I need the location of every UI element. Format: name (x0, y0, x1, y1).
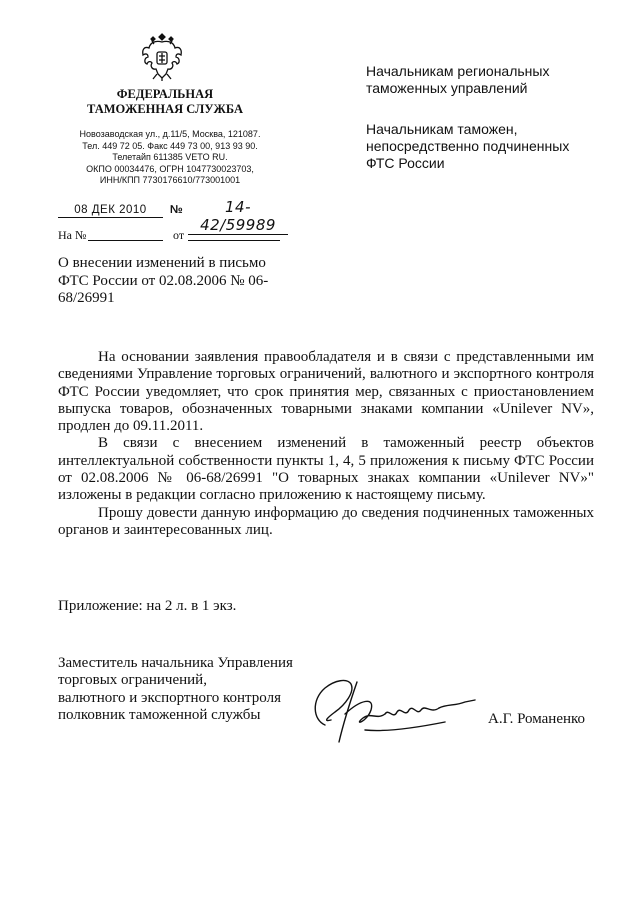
signer-title-line: Заместитель начальника Управления (58, 655, 293, 671)
org-line-1: ФЕДЕРАЛЬНАЯ (116, 87, 214, 101)
subject-line: О внесении изменений в письмо (58, 255, 266, 271)
body-paragraph-3: Прошу довести данную информацию до сведения подчиненных таможенных органов и заинтересованных лиц. (58, 504, 594, 538)
organization-name (60, 87, 270, 117)
address-line: ИНН/КПП 7730176610/773001001 (99, 175, 241, 185)
reference-number-label: На № (58, 228, 87, 242)
letter-body (58, 349, 594, 539)
signer-title-line: торговых ограничений, (58, 672, 207, 689)
recipient-line: Начальникам таможен, (366, 121, 518, 137)
org-line-2: ТАМОЖЕННАЯ СЛУЖБА (87, 102, 243, 116)
attachment-note: Приложение: на 2 л. в 1 экз. (58, 598, 237, 614)
recipient-line: ФТС России (366, 155, 445, 171)
address-block (55, 129, 285, 187)
address-line: Новозаводская ул., д.11/5, Москва, 121087. (79, 129, 261, 139)
subject-line: 68/26991 (58, 290, 115, 306)
subject-line: ФТС России от 02.08.2006 № 06- (58, 272, 269, 289)
number-sign: № (170, 204, 183, 216)
handwritten-signature-icon (305, 670, 485, 755)
recipient-line: Начальникам региональных (366, 63, 550, 79)
reference-line (58, 228, 293, 244)
signer-title (58, 655, 318, 724)
address-line: Телетайп 611385 VETO RU. (112, 152, 228, 162)
reference-number-blank (88, 228, 163, 241)
letter-subject (58, 255, 293, 308)
signer-title-line: полковник таможенной службы (58, 706, 261, 723)
registration-date: 08 ДЕК 2010 (58, 203, 163, 218)
reference-date-blank (188, 228, 280, 241)
signer-name: А.Г. Романенко (488, 711, 586, 727)
recipient-line: непосредственно подчиненных (366, 138, 570, 154)
address-line: ОКПО 00034476, ОГРН 1047730023703, (86, 163, 254, 174)
body-paragraph-1: На основании заявления правообладателя и в связи с представленными им сведениями Управление торговых ограничений, валютного и экспортного контроля ФТС России уведомляет, что срок принятия мер, связанных с приостановлением выпуска товаров, обозначенных товарными знаками компании «Unilever NV», продлен до 09.11.2011. (58, 349, 594, 435)
recipient-regional (366, 63, 606, 97)
recipient-customs (366, 121, 606, 172)
reference-from-label: от (173, 228, 185, 242)
eagle-emblem-icon (140, 30, 184, 82)
signer-title-line: валютного и экспортного контроля (58, 689, 281, 706)
body-paragraph-2: В связи с внесением изменений в таможенный реестр объектов интеллектуальной собственности пункты 1, 4, 5 приложения к письму ФТС России от 02.08.2006 № 06-68/26991 "О товарных знаках компании «Unilever NV»" изложены в редакции согласно приложению к настоящему письму. (58, 435, 594, 504)
registration-number: 14-42/59989 (188, 198, 288, 235)
registration-line (58, 198, 293, 234)
address-line: Тел. 449 72 05. Факс 449 73 00, 913 93 90. (82, 140, 258, 151)
recipient-line: таможенных управлений (366, 80, 528, 96)
